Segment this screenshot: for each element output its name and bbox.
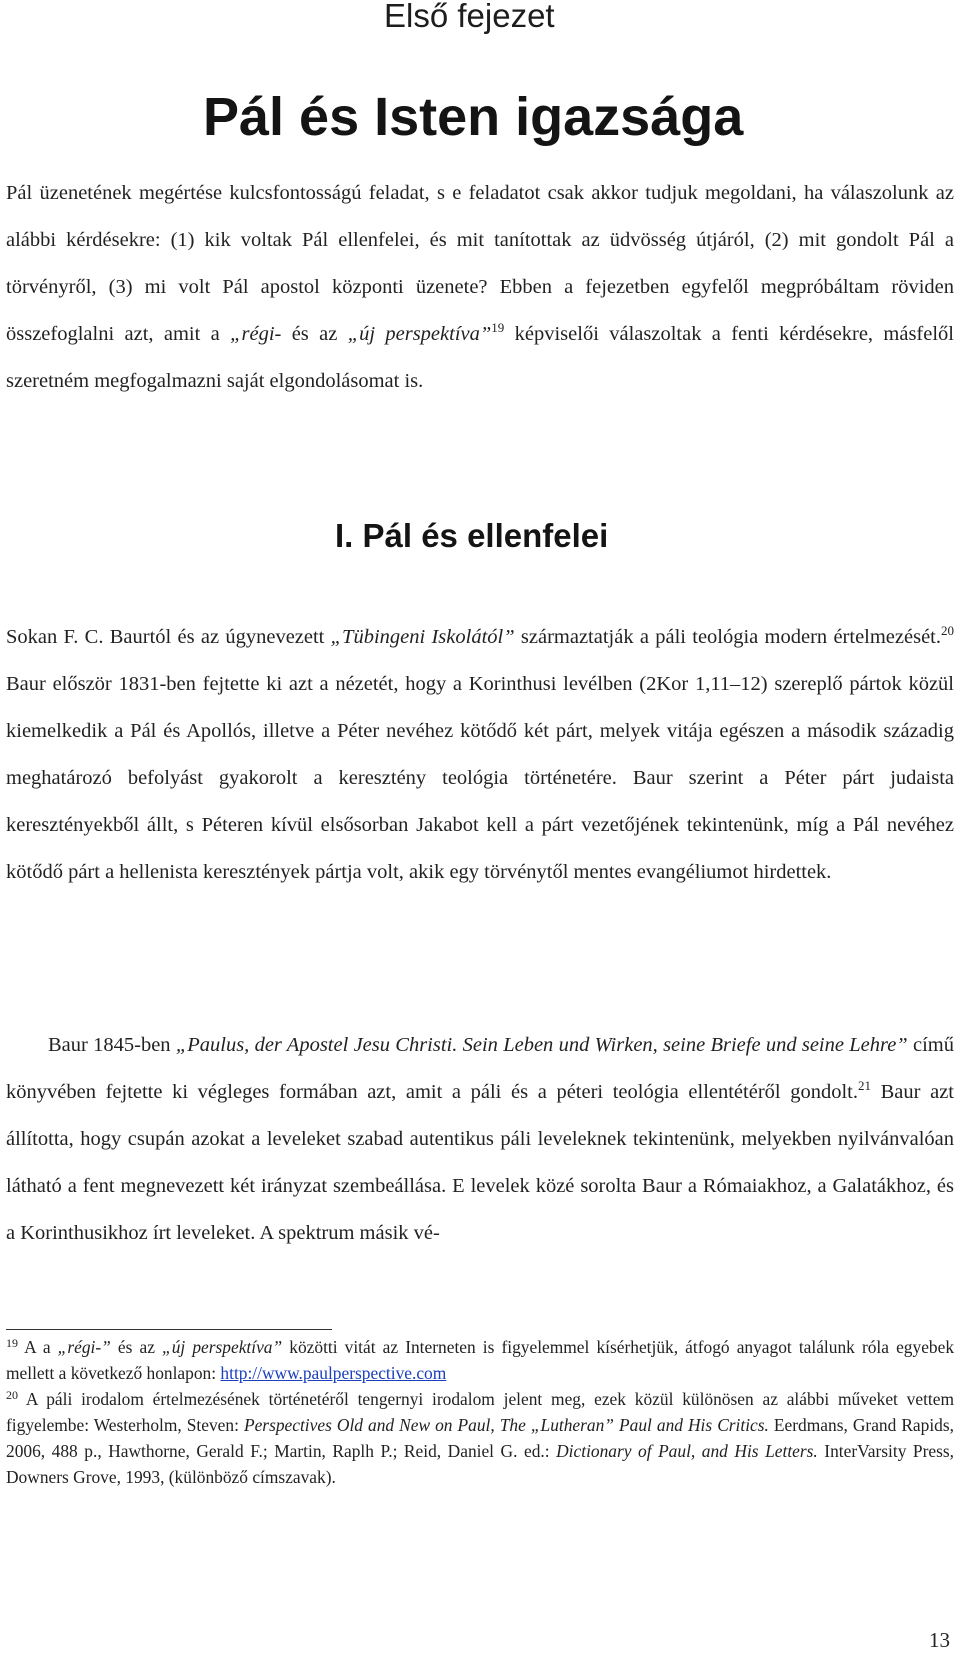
fn19-emphasis-uj-perspektiva: „új perspektíva” [162, 1337, 283, 1357]
footnote-ref-20[interactable]: 20 [941, 623, 955, 638]
footnote-ref-19[interactable]: 19 [491, 320, 505, 335]
footnote-19 [6, 1334, 954, 1386]
intro-emphasis-regi: „régi- [230, 323, 282, 345]
p2-text-2: című könyvében fejtette ki végleges formában azt, amit a páli és a péteri teológia ellentétéről gondolt. [6, 1034, 954, 1103]
intro-text-3: képviselői válaszoltak a fenti kérdésekre, másfelől szeretném megfogalmazni saját elgondolásomat is. [6, 323, 954, 392]
fn19-text-2: és az [110, 1337, 163, 1357]
paulperspective-link[interactable]: http://www.paulperspective.com [220, 1363, 447, 1383]
p1-text-2: származtatják a páli teológia modern értelmezését. [514, 626, 942, 648]
p1-emphasis-tubingen: „Tübingeni Iskolától” [330, 626, 515, 648]
p1-text-1: Sokan F. C. Baurtól és az úgynevezett [6, 626, 331, 648]
footnote-divider [6, 1329, 332, 1330]
intro-text-1: Pál üzenetének megértése kulcsfontosságú feladat, s e feladatot csak akkor tudjuk megoldani, ha válaszolunk az alábbi kérdésekre: (1) kik voltak Pál ellenfelei, és mit tanítottak az üdvösség útjáról, (2) mit gondolt Pál a törvényről, (3) mi volt Pál apostol központi üzenete? Ebben a fejezetben egyfelől megpróbáltam röviden összefoglalni azt, amit a [6, 182, 954, 345]
fn20-book-title-dictionary: Dictionary of Paul, and His Letters. [556, 1441, 818, 1461]
body-paragraph-2 [6, 1022, 954, 1257]
footnotes [6, 1334, 954, 1490]
fn19-text-1: A a [18, 1337, 58, 1357]
p1-text-3: Baur először 1831-ben fejtette ki azt a nézetét, hogy a Korinthusi levélben (2Kor 1,11–12) szereplő pártok közül kiemelkedik a Pál és Apollós, illetve a Péter nevéhez kötődő két párt, melyek vitája egészen a második századig meghatározó befolyást gyakorolt a keresztény teológia történetére. Baur szerint a Péter párt judaista keresztényekből állt, s Péteren kívül elsősorban Jakabot kell a párt vezetőjének tekintenünk, míg a Pál nevéhez kötődő párt a hellenista keresztények pártja volt, akik egy törvénytől mentes evangéliumot hirdettek. [6, 673, 954, 883]
intro-paragraph [6, 170, 954, 405]
section-title: I. Pál és ellenfelei [335, 517, 609, 554]
fn20-text-3: InterVarsity Press, Downers Grove, 1993, (különböző címszavak). [6, 1441, 954, 1487]
footnote-20 [6, 1386, 954, 1490]
intro-emphasis-uj-perspektiva: „új perspektíva” [347, 323, 492, 345]
chapter-label: Első fejezet [384, 0, 555, 34]
fn20-text-2: Eerdmans, Grand Rapids, 2006, 488 p., Hawthorne, Gerald F.; Martin, Raplh P.; Reid, Daniel G. ed.: [6, 1415, 954, 1461]
intro-text-2: és az [281, 323, 348, 345]
fn20-book-title-westerholm: Perspectives Old and New on Paul, The „Lutheran” Paul and His Critics. [243, 1415, 769, 1435]
footnote-ref-21[interactable]: 21 [858, 1078, 871, 1093]
footnote-number-19: 19 [6, 1336, 18, 1350]
page-number: 13 [929, 1628, 950, 1652]
fn19-text-3: közötti vitát az Interneten is figyelemmel kísérhetjük, átfogó anyagot találunk róla egyebek mellett a következő honlapon: [6, 1337, 955, 1383]
p2-text-3: Baur azt állította, hogy csupán azokat a leveleket szabad autentikus páli leveleknek tekintenünk, melyekben nyilvánvalóan látható a fent megnevezett két irányzat szembeállása. E levelek közé sorolta Baur a Rómaiakhoz, a Galatákhoz, és a Korinthusikhoz írt leveleket. A spektrum másik vé- [6, 1081, 954, 1244]
chapter-title: Pál és Isten igazsága [203, 87, 744, 147]
footnote-number-20: 20 [6, 1388, 18, 1402]
body-paragraph-1 [6, 614, 954, 896]
p2-book-title: „Paulus, der Apostel Jesu Christi. Sein Leben und Wirken, seine Briefe und seine Lehre” [175, 1034, 908, 1056]
fn19-emphasis-regi: „régi-” [57, 1337, 111, 1357]
p2-text-1: Baur 1845-ben [48, 1034, 176, 1056]
fn20-text-1: A páli irodalom értelmezésének történetéről tengernyi irodalom jelent meg, ezek közül különösen az alábbi műveket vettem figyelembe: Westerholm, Steven: [6, 1389, 954, 1435]
